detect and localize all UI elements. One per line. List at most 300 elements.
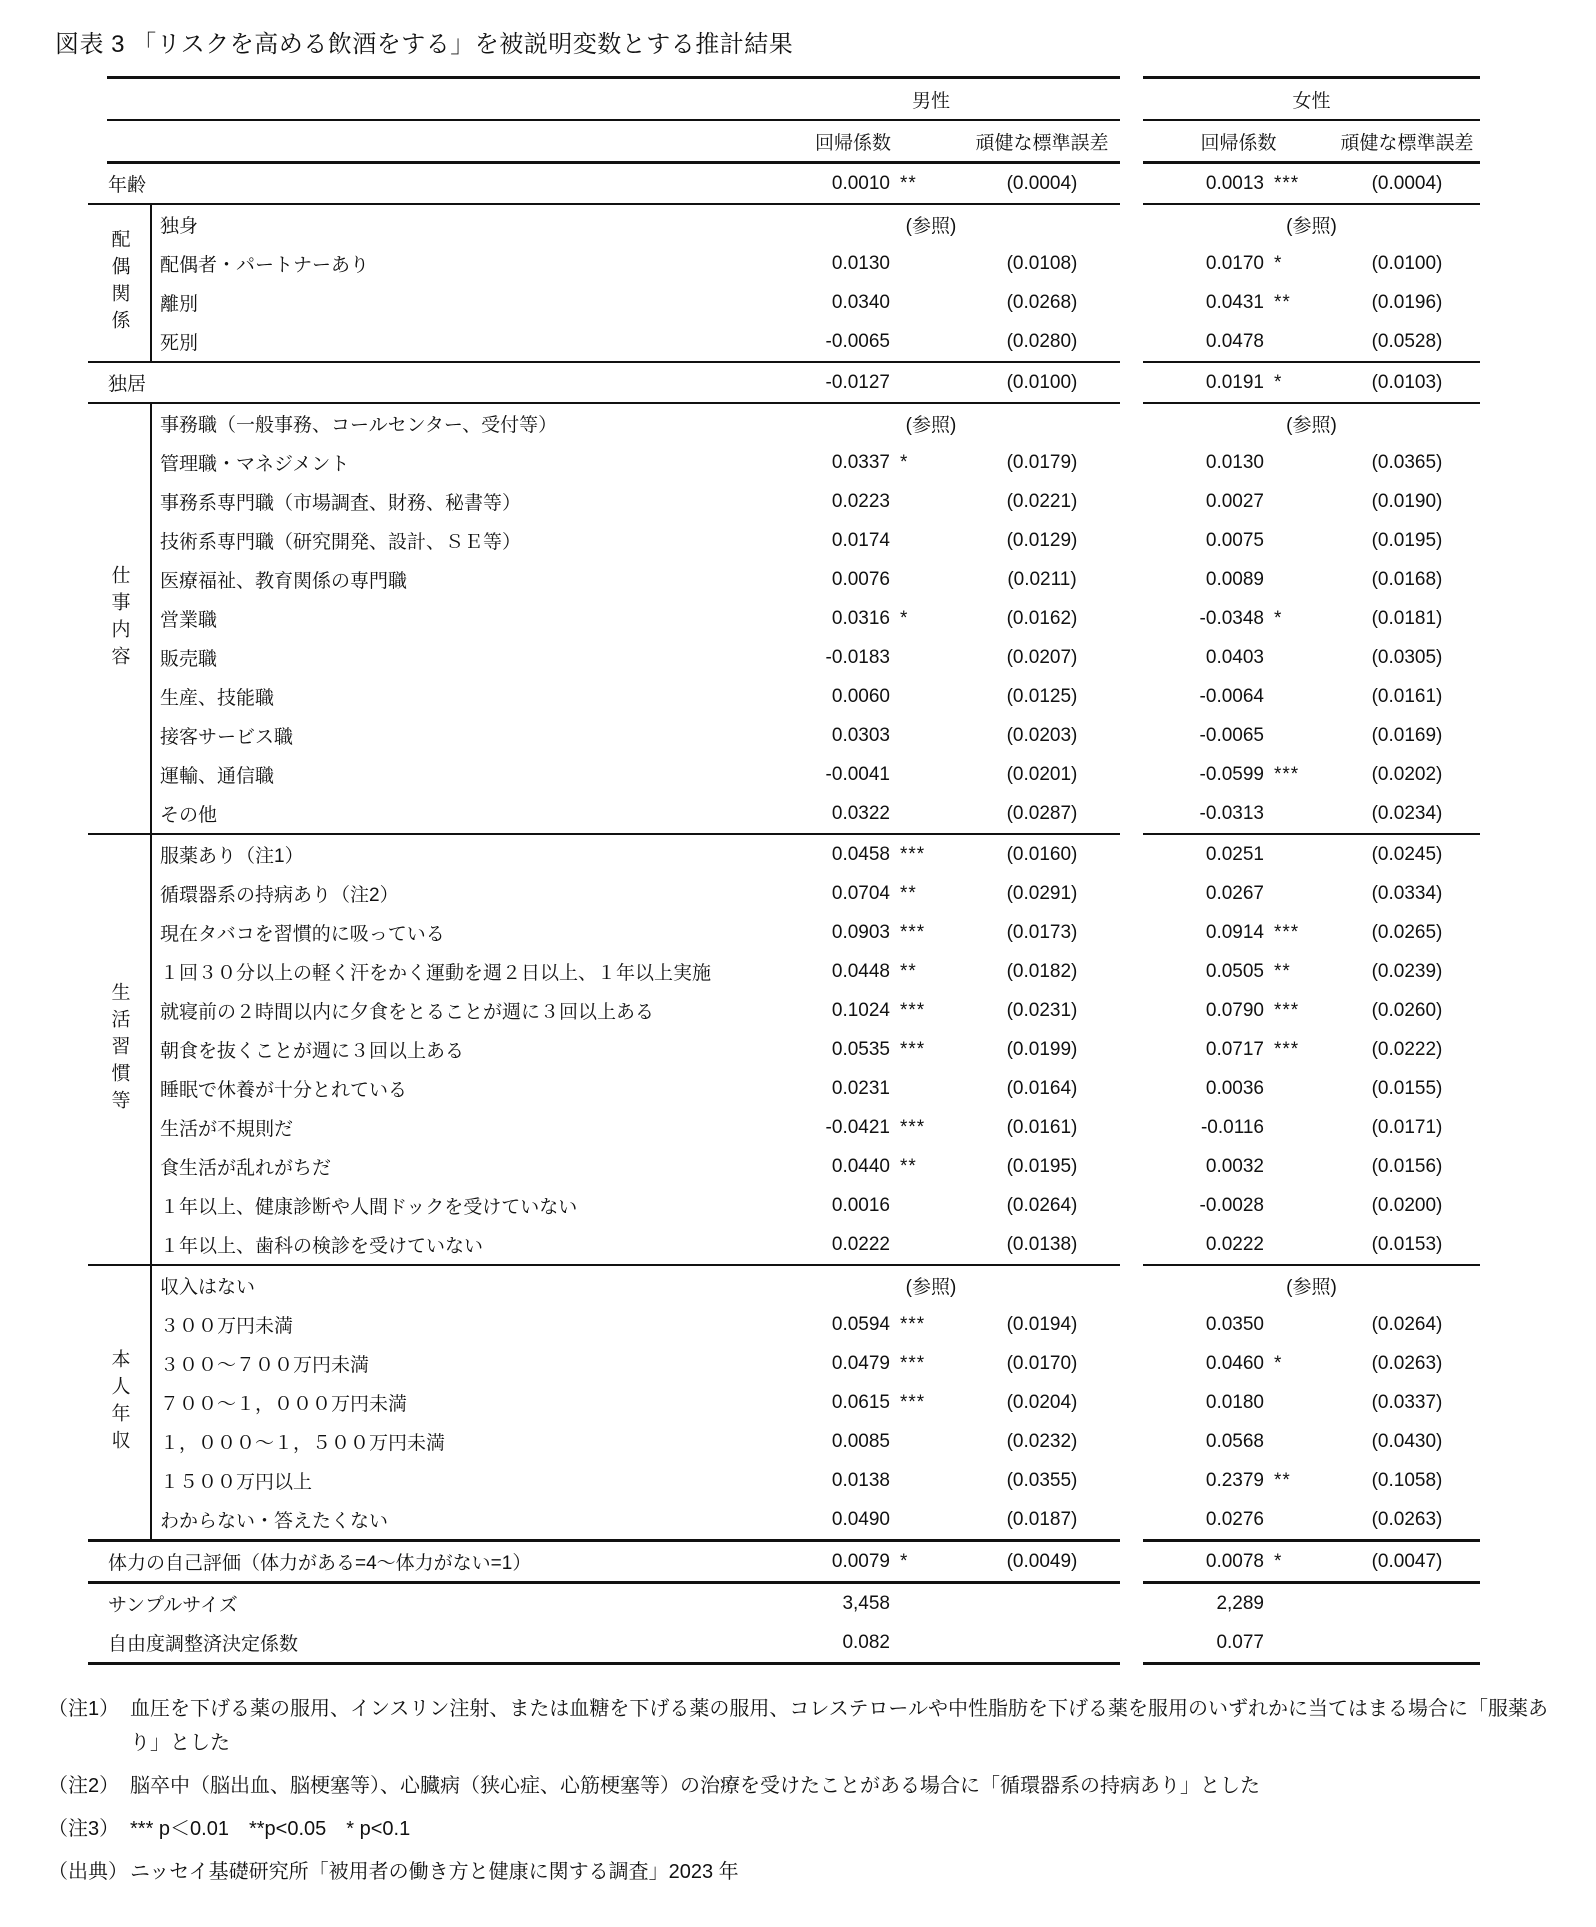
female-std-error: (0.0528)	[1371, 330, 1443, 352]
note-text: *** p＜0.01 **p<0.05 * p<0.1	[130, 1818, 411, 1840]
row-label: 生産、技能職	[160, 688, 275, 709]
female-std-error: (0.0265)	[1371, 921, 1443, 943]
male-std-error: (0.0173)	[1006, 921, 1078, 943]
note-item	[48, 1812, 1558, 1846]
male-reference: (参照)	[905, 216, 957, 237]
male-std-error: (0.0164)	[1006, 1077, 1078, 1099]
table-row	[152, 283, 1480, 322]
male-significance: ***	[900, 1313, 926, 1335]
male-reference: (参照)	[905, 1277, 957, 1298]
row-label: １回３０分以上の軽く汗をかく運動を週２日以上、１年以上実施	[160, 963, 712, 984]
rule-segment	[107, 119, 1120, 121]
male-std-error: (0.0287)	[1006, 802, 1078, 824]
row-label: 接客サービス職	[160, 727, 294, 748]
row-label: 睡眠で休養が十分とれている	[160, 1080, 408, 1101]
note-text: 脳卒中（脳出血、脳梗塞等）、心臓病（狭心症、心筋梗塞等）の治療を受けたことがある場合に「循環器系の持病あり」とした	[130, 1775, 1260, 1797]
group-label: 配偶関係	[108, 229, 130, 337]
rule-segment	[1143, 1662, 1480, 1665]
female-coefficient: 0.0350	[1205, 1313, 1264, 1335]
female-std-error: (0.0195)	[1371, 529, 1443, 551]
female-coefficient: 0.0036	[1205, 1077, 1264, 1099]
male-std-error: (0.0231)	[1006, 999, 1078, 1021]
female-column-header: 女性	[1292, 90, 1331, 112]
group-label: 仕事内容	[108, 564, 130, 673]
male-coefficient: 0.0231	[831, 1077, 890, 1099]
male-std-error: (0.0100)	[1006, 371, 1078, 393]
female-std-error: (0.0181)	[1371, 607, 1443, 629]
row-label: 循環器系の持病あり（注2）	[160, 885, 399, 906]
row-label: 事務系専門職（市場調査、財務、秘書等）	[160, 493, 522, 514]
note-item	[48, 1692, 1558, 1760]
female-significance: ***	[1274, 999, 1300, 1021]
section-rows	[88, 363, 1480, 402]
female-coefficient: 0.0267	[1205, 882, 1264, 904]
table-section	[88, 835, 1480, 1264]
female-coefficient: -0.0028	[1199, 1194, 1264, 1216]
table-row	[152, 443, 1480, 482]
female-significance: *	[1274, 371, 1283, 393]
male-std-error: (0.0201)	[1006, 763, 1078, 785]
section-rows	[152, 835, 1480, 1264]
note-label: （出典）	[48, 1861, 128, 1883]
section-rows	[152, 205, 1480, 361]
female-coefficient: -0.0313	[1199, 802, 1264, 824]
female-std-error: (0.0200)	[1371, 1194, 1443, 1216]
female-coefficient: 0.0032	[1205, 1155, 1264, 1177]
male-coefficient: 0.0615	[831, 1391, 890, 1413]
table-row	[88, 1584, 1480, 1623]
female-stat-value: 2,289	[1216, 1592, 1264, 1614]
row-label: 販売職	[160, 649, 218, 670]
male-significance: *	[900, 451, 909, 473]
group-label-cell	[88, 205, 152, 361]
male-coefficient: 0.0440	[831, 1155, 890, 1177]
table-rule-top	[88, 76, 1480, 79]
male-stat-value: 0.082	[842, 1631, 890, 1653]
female-std-error: (0.0234)	[1371, 802, 1443, 824]
male-coefficient: 0.0458	[831, 843, 890, 865]
male-std-error: (0.0232)	[1006, 1430, 1078, 1452]
table-row	[152, 1225, 1480, 1264]
male-coefficient: -0.0127	[825, 371, 890, 393]
male-coefficient: 0.1024	[831, 999, 890, 1021]
male-std-error: (0.0280)	[1006, 330, 1078, 352]
results-table	[88, 76, 1480, 1665]
section-rows	[152, 404, 1480, 833]
male-coefficient: 0.0016	[831, 1194, 890, 1216]
female-coefficient: 0.0790	[1205, 999, 1264, 1021]
table-row	[152, 835, 1480, 874]
male-coefficient: 0.0222	[831, 1233, 890, 1255]
table-row	[152, 560, 1480, 599]
male-std-error: (0.0221)	[1006, 490, 1078, 512]
table-row	[152, 1344, 1480, 1383]
male-significance: ***	[900, 1352, 926, 1374]
row-label: 生活が不規則だ	[160, 1119, 294, 1140]
female-se-header: 頑健な標準誤差	[1340, 132, 1474, 154]
male-std-error: (0.0268)	[1006, 291, 1078, 313]
table-row	[152, 521, 1480, 560]
table-rule	[88, 1662, 1480, 1665]
figure-title: 図表 3 「リスクを高める飲酒をする」を被説明変数とする推計結果	[55, 31, 794, 58]
male-std-error: (0.0004)	[1006, 172, 1078, 194]
row-label: 独身	[160, 216, 199, 237]
table-row	[152, 913, 1480, 952]
gender-header-row	[107, 79, 1480, 119]
male-std-error: (0.0194)	[1006, 1313, 1078, 1335]
female-coefficient: -0.0348	[1199, 607, 1264, 629]
group-label-cell	[88, 404, 152, 833]
male-significance: ***	[900, 1038, 926, 1060]
male-coefficient: 0.0337	[831, 451, 890, 473]
footnotes	[48, 1692, 1558, 1898]
row-label: 収入はない	[160, 1277, 256, 1298]
male-coefficient: 0.0322	[831, 802, 890, 824]
note-label: （注2）	[48, 1775, 120, 1797]
female-coefficient: 0.0431	[1205, 291, 1264, 313]
male-significance: **	[900, 1155, 917, 1177]
male-std-error: (0.0161)	[1006, 1116, 1078, 1138]
table-row	[152, 991, 1480, 1030]
rule-segment	[88, 1662, 1120, 1665]
table-section	[88, 363, 1480, 402]
note-item	[48, 1769, 1558, 1803]
male-coefficient: 0.0704	[831, 882, 890, 904]
female-std-error: (0.0239)	[1371, 960, 1443, 982]
male-std-error: (0.0162)	[1006, 607, 1078, 629]
male-significance: ***	[900, 843, 926, 865]
row-label: ７００～１，０００万円未満	[160, 1394, 408, 1415]
row-label: 運輸、通信職	[160, 766, 275, 787]
row-label: 営業職	[160, 610, 218, 631]
row-label: ３００～７００万円未満	[160, 1355, 370, 1376]
male-coefficient: -0.0183	[825, 646, 890, 668]
female-coefficient: 0.0717	[1205, 1038, 1264, 1060]
male-std-error: (0.0179)	[1006, 451, 1078, 473]
male-significance: *	[900, 607, 909, 629]
row-label: １，０００～１，５００万円未満	[160, 1433, 446, 1454]
female-std-error: (0.0004)	[1371, 172, 1443, 194]
female-significance: **	[1274, 291, 1291, 313]
female-coefficient: 0.0130	[1205, 451, 1264, 473]
female-std-error: (0.0365)	[1371, 451, 1443, 473]
female-std-error: (0.0161)	[1371, 685, 1443, 707]
rule-segment	[107, 76, 1120, 79]
group-label-cell	[88, 835, 152, 1264]
section-rows	[88, 1542, 1480, 1581]
female-std-error: (0.0260)	[1371, 999, 1443, 1021]
female-std-error: (0.0305)	[1371, 646, 1443, 668]
male-std-error: (0.0182)	[1006, 960, 1078, 982]
female-std-error: (0.0168)	[1371, 568, 1443, 590]
male-coefficient: 0.0903	[831, 921, 890, 943]
male-coefficient: 0.0594	[831, 1313, 890, 1335]
female-coefficient: -0.0065	[1199, 724, 1264, 746]
male-coefficient: 0.0010	[831, 172, 890, 194]
table-row	[152, 874, 1480, 913]
female-coefficient: 0.0089	[1205, 568, 1264, 590]
male-std-error: (0.0207)	[1006, 646, 1078, 668]
row-label: サンプルサイズ	[108, 1595, 238, 1616]
male-std-error: (0.0264)	[1006, 1194, 1078, 1216]
row-label: 現在タバコを習慣的に吸っている	[160, 924, 445, 945]
male-coefficient: 0.0079	[831, 1550, 890, 1572]
table-row	[152, 1461, 1480, 1500]
row-label: 離別	[160, 294, 199, 315]
female-std-error: (0.0047)	[1371, 1550, 1443, 1572]
male-std-error: (0.0204)	[1006, 1391, 1078, 1413]
table-row	[152, 205, 1480, 244]
table-section	[88, 404, 1480, 833]
male-significance: **	[900, 960, 917, 982]
row-label: １年以上、健康診断や人間ドックを受けていない	[160, 1197, 578, 1218]
table-rule	[88, 119, 1480, 121]
male-std-error: (0.0138)	[1006, 1233, 1078, 1255]
male-std-error: (0.0199)	[1006, 1038, 1078, 1060]
table-row	[152, 1383, 1480, 1422]
female-coefficient: 0.0251	[1205, 843, 1264, 865]
male-std-error: (0.0125)	[1006, 685, 1078, 707]
female-coefficient: -0.0599	[1199, 763, 1264, 785]
female-coefficient: 0.0075	[1205, 529, 1264, 551]
female-std-error: (0.0196)	[1371, 291, 1443, 313]
table-row	[152, 404, 1480, 443]
row-label: 管理職・マネジメント	[160, 454, 350, 475]
table-row	[152, 677, 1480, 716]
female-coefficient: 0.0078	[1205, 1550, 1264, 1572]
female-significance: ***	[1274, 1038, 1300, 1060]
table-row	[88, 1623, 1480, 1662]
female-std-error: (0.0222)	[1371, 1038, 1443, 1060]
table-body	[88, 164, 1480, 1665]
male-std-error: (0.0108)	[1006, 252, 1078, 274]
table-row	[152, 1030, 1480, 1069]
row-label: 配偶者・パートナーあり	[160, 255, 370, 276]
female-stat-value: 0.077	[1216, 1631, 1264, 1653]
female-std-error: (0.0263)	[1371, 1508, 1443, 1530]
male-coefficient: -0.0065	[825, 330, 890, 352]
male-coefficient: -0.0041	[825, 763, 890, 785]
female-std-error: (0.0100)	[1371, 252, 1443, 274]
male-coefficient: 0.0479	[831, 1352, 890, 1374]
male-std-error: (0.0195)	[1006, 1155, 1078, 1177]
row-label: 服薬あり（注1）	[160, 846, 304, 867]
female-std-error: (0.0153)	[1371, 1233, 1443, 1255]
female-std-error: (0.0430)	[1371, 1430, 1443, 1452]
note-item	[48, 1855, 1558, 1889]
female-significance: **	[1274, 960, 1291, 982]
female-std-error: (0.0337)	[1371, 1391, 1443, 1413]
male-coefficient: -0.0421	[825, 1116, 890, 1138]
male-significance: *	[900, 1550, 909, 1572]
male-coefficient: 0.0076	[831, 568, 890, 590]
female-coefficient: 0.0170	[1205, 252, 1264, 274]
female-significance: ***	[1274, 172, 1300, 194]
row-label: １５００万円以上	[160, 1472, 313, 1493]
row-label: 朝食を抜くことが週に３回以上ある	[160, 1041, 465, 1062]
note-text: 血圧を下げる薬の服用、インスリン注射、または血糖を下げる薬の服用、コレステロールや中性脂肪を下げる薬を服用のいずれかに当てはまる場合に「服薬あり」とした	[130, 1698, 1548, 1754]
male-std-error: (0.0203)	[1006, 724, 1078, 746]
female-coefficient: 0.2379	[1205, 1469, 1264, 1491]
table-row	[152, 1500, 1480, 1539]
female-coefficient: 0.0027	[1205, 490, 1264, 512]
male-coefficient: 0.0085	[831, 1430, 890, 1452]
male-se-header: 頑健な標準誤差	[975, 132, 1109, 154]
male-significance: ***	[900, 921, 926, 943]
row-label: 体力の自己評価（体力がある=4～体力がない=1）	[108, 1553, 532, 1574]
female-std-error: (0.0190)	[1371, 490, 1443, 512]
female-std-error: (0.1058)	[1371, 1469, 1443, 1491]
female-reference: (参照)	[1286, 1277, 1337, 1298]
female-coefficient: 0.0013	[1205, 172, 1264, 194]
table-row	[152, 1422, 1480, 1461]
male-significance: ***	[900, 1116, 926, 1138]
table-row	[88, 1542, 1480, 1581]
row-label: 自由度調整済決定係数	[108, 1634, 299, 1655]
table-row	[152, 1069, 1480, 1108]
female-coefficient: 0.0568	[1205, 1430, 1264, 1452]
female-std-error: (0.0245)	[1371, 843, 1443, 865]
female-reference: (参照)	[1286, 415, 1337, 436]
rule-segment	[1143, 76, 1480, 79]
female-significance: *	[1274, 607, 1283, 629]
female-std-error: (0.0263)	[1371, 1352, 1443, 1374]
note-text: ニッセイ基礎研究所「被用者の働き方と健康に関する調査」2023 年	[130, 1861, 739, 1883]
table-row	[88, 363, 1480, 402]
female-std-error: (0.0169)	[1371, 724, 1443, 746]
table-row	[152, 244, 1480, 283]
male-coefficient: 0.0138	[831, 1469, 890, 1491]
male-std-error: (0.0291)	[1006, 882, 1078, 904]
table-row	[88, 164, 1480, 203]
row-label: 医療福祉、教育関係の専門職	[160, 571, 408, 592]
male-coef-header: 回帰係数	[814, 132, 891, 154]
male-significance: **	[900, 882, 917, 904]
female-coefficient: 0.0276	[1205, 1508, 1264, 1530]
row-label: 死別	[160, 333, 199, 354]
table-row	[152, 322, 1480, 361]
female-coefficient: -0.0064	[1199, 685, 1264, 707]
table-row	[152, 716, 1480, 755]
female-std-error: (0.0334)	[1371, 882, 1443, 904]
table-row	[152, 1186, 1480, 1225]
row-label: １年以上、歯科の検診を受けていない	[160, 1236, 484, 1257]
female-std-error: (0.0264)	[1371, 1313, 1443, 1335]
table-row	[152, 599, 1480, 638]
section-rows	[88, 1584, 1480, 1662]
table-row	[152, 755, 1480, 794]
male-stat-value: 3,458	[842, 1592, 890, 1614]
female-std-error: (0.0103)	[1371, 371, 1443, 393]
female-coefficient: 0.0191	[1205, 371, 1264, 393]
female-coefficient: 0.0914	[1205, 921, 1264, 943]
male-coefficient: 0.0535	[831, 1038, 890, 1060]
male-std-error: (0.0211)	[1007, 568, 1077, 590]
table-section	[88, 205, 1480, 361]
note-label: （注1）	[48, 1698, 120, 1720]
group-label: 生活習慣等	[108, 982, 130, 1117]
rule-segment	[1143, 119, 1480, 121]
male-significance: ***	[900, 999, 926, 1021]
female-std-error: (0.0171)	[1371, 1116, 1443, 1138]
row-label: 年齢	[108, 175, 147, 196]
section-rows	[152, 1266, 1480, 1539]
row-label: 技術系専門職（研究開発、設計、ＳＥ等）	[160, 532, 522, 553]
table-row	[152, 1305, 1480, 1344]
male-coefficient: 0.0490	[831, 1508, 890, 1530]
female-coefficient: -0.0116	[1200, 1116, 1264, 1138]
male-coefficient: 0.0303	[831, 724, 890, 746]
table-row	[152, 482, 1480, 521]
male-coefficient: 0.0316	[831, 607, 890, 629]
female-coefficient: 0.0460	[1205, 1352, 1264, 1374]
female-std-error: (0.0202)	[1371, 763, 1443, 785]
male-significance: ***	[900, 1391, 926, 1413]
table-row	[152, 638, 1480, 677]
male-coefficient: 0.0174	[831, 529, 890, 551]
female-significance: *	[1274, 252, 1283, 274]
table-section	[88, 1542, 1480, 1581]
male-coefficient: 0.0448	[831, 960, 890, 982]
male-std-error: (0.0355)	[1006, 1469, 1078, 1491]
female-coefficient: 0.0222	[1205, 1233, 1264, 1255]
male-std-error: (0.0170)	[1006, 1352, 1078, 1374]
male-coefficient: 0.0340	[831, 291, 890, 313]
measure-header-row	[107, 121, 1480, 161]
group-label-cell	[88, 1266, 152, 1539]
male-coefficient: 0.0060	[831, 685, 890, 707]
male-column-header: 男性	[911, 90, 950, 112]
male-std-error: (0.0049)	[1006, 1550, 1078, 1572]
female-significance: ***	[1274, 921, 1300, 943]
female-coefficient: 0.0403	[1205, 646, 1264, 668]
table-row	[152, 952, 1480, 991]
female-coefficient: 0.0505	[1205, 960, 1264, 982]
male-significance: **	[900, 172, 917, 194]
male-std-error: (0.0160)	[1006, 843, 1078, 865]
row-label: その他	[160, 805, 218, 826]
female-coefficient: 0.0478	[1205, 330, 1264, 352]
row-label: ３００万円未満	[160, 1316, 294, 1337]
table-section	[88, 164, 1480, 203]
male-reference: (参照)	[905, 415, 957, 436]
section-rows	[88, 164, 1480, 203]
female-coef-header: 回帰係数	[1200, 132, 1277, 154]
table-row	[152, 1147, 1480, 1186]
row-label: 独居	[108, 374, 147, 395]
male-coefficient: 0.0223	[831, 490, 890, 512]
note-label: （注3）	[48, 1818, 120, 1840]
female-significance: *	[1274, 1352, 1283, 1374]
male-std-error: (0.0187)	[1006, 1508, 1078, 1530]
female-significance: **	[1274, 1469, 1291, 1491]
table-row	[152, 1266, 1480, 1305]
table-section	[88, 1584, 1480, 1662]
group-label: 本人年収	[108, 1348, 130, 1457]
female-std-error: (0.0156)	[1371, 1155, 1443, 1177]
female-reference: (参照)	[1286, 216, 1337, 237]
female-std-error: (0.0155)	[1371, 1077, 1443, 1099]
row-label: 事務職（一般事務、コールセンター、受付等）	[160, 415, 558, 436]
row-label: 食生活が乱れがちだ	[160, 1158, 332, 1179]
female-significance: ***	[1274, 763, 1300, 785]
female-significance: *	[1274, 1550, 1283, 1572]
table-section	[88, 1266, 1480, 1539]
female-coefficient: 0.0180	[1205, 1391, 1264, 1413]
male-coefficient: 0.0130	[831, 252, 890, 274]
table-row	[152, 1108, 1480, 1147]
row-label: 就寝前の２時間以内に夕食をとることが週に３回以上ある	[160, 1002, 655, 1023]
